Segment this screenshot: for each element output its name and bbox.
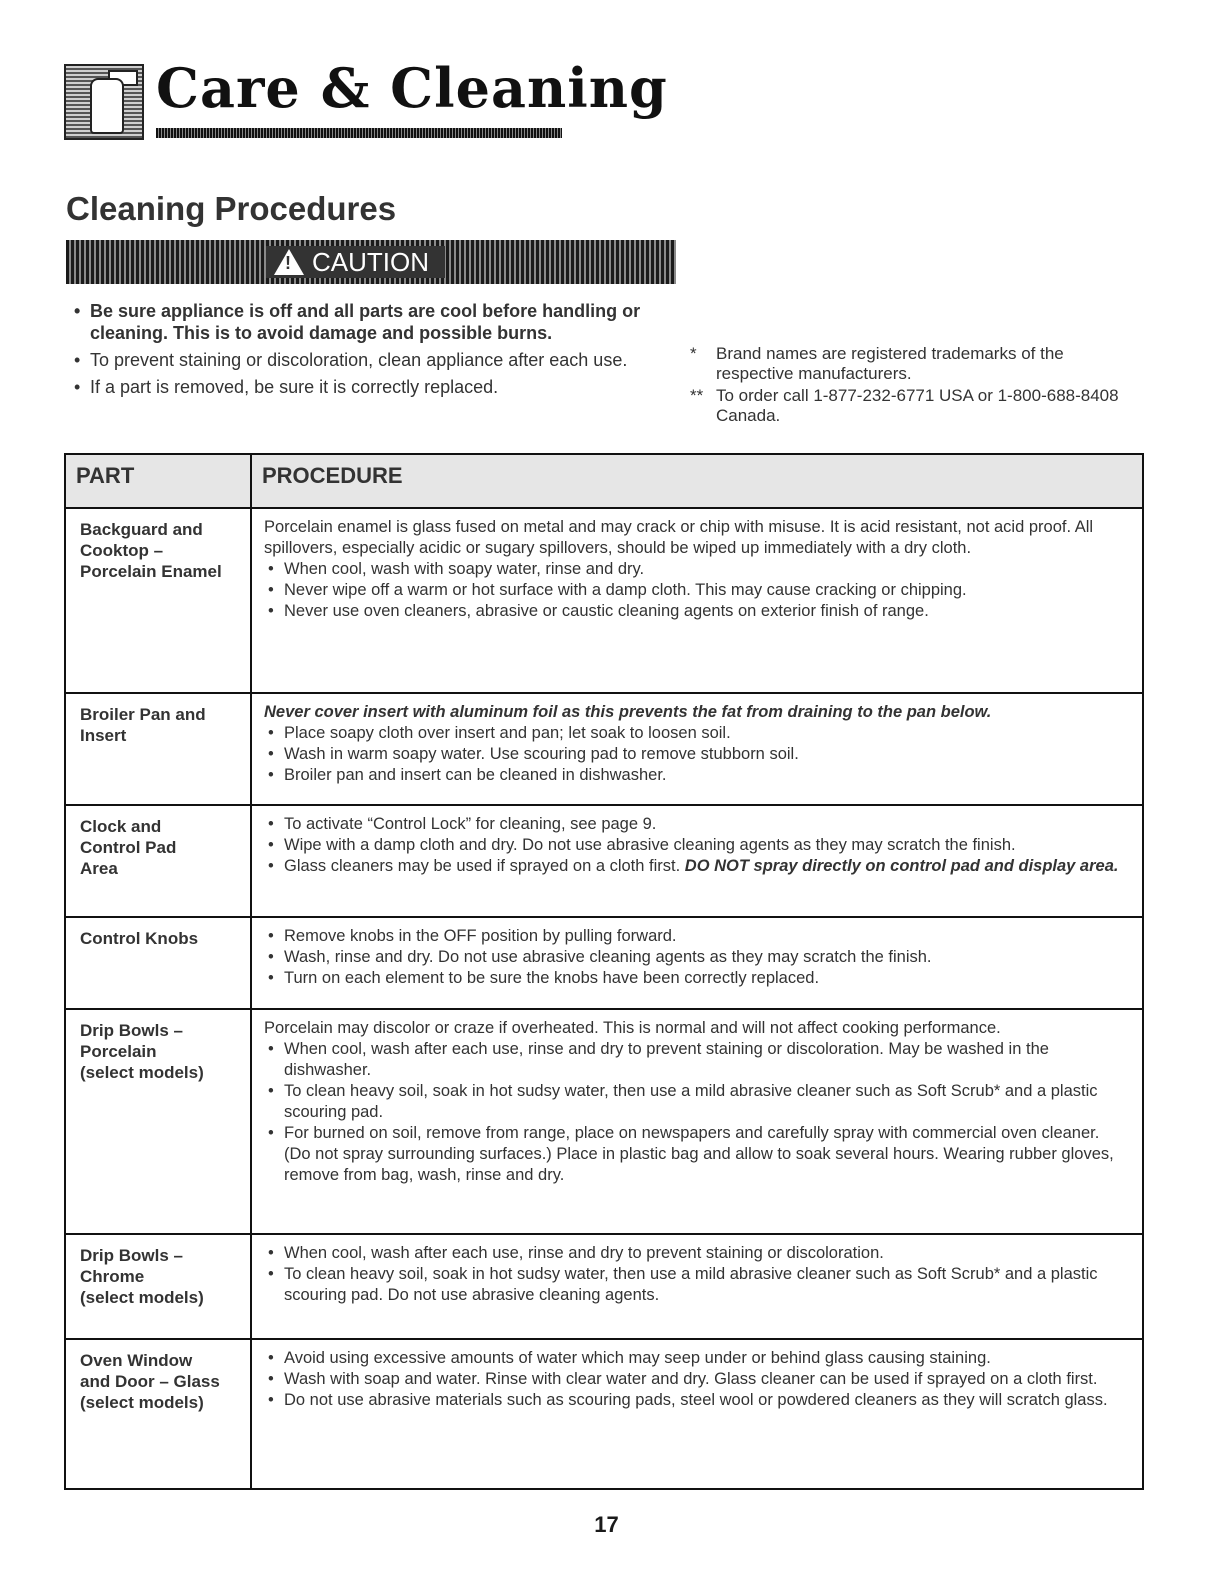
procedure-warning: Never cover insert with aluminum foil as this prevents the fat from draining to the pan below. (264, 703, 992, 721)
page-number: 17 (594, 1512, 619, 1537)
footnote: ** To order call 1-877-232-6771 USA or 1-800-688-8408 Canada. (690, 386, 1119, 425)
section-title: Cleaning Procedures (66, 190, 397, 227)
procedures-table (64, 453, 1144, 1490)
footnote: * Brand names are registered trademarks of the respective manufacturers. (690, 344, 1064, 383)
procedure-step: • Broiler pan and insert can be cleaned in dishwasher. (264, 765, 1130, 786)
table-row (65, 508, 1143, 693)
procedure-step: • When cool, wash after each use, rinse and dry to prevent staining or discoloration. May be washed in the dishwasher. (264, 1039, 1130, 1081)
caution-label: CAUTION (312, 246, 429, 277)
table-header-row (65, 454, 1143, 508)
procedure-step: • Wash in warm soapy water. Use scouring pad to remove stubborn soil. (264, 744, 1130, 765)
warning-triangle-icon: ! (274, 249, 304, 275)
procedure-step: • When cool, wash with soapy water, rinse and dry. (264, 559, 1130, 580)
procedure-step: • Avoid using excessive amounts of water which may seep under or behind glass causing staining. (264, 1348, 1130, 1369)
procedure-warning: DO NOT spray directly on control pad and display area. (684, 857, 1119, 875)
table-row (65, 1339, 1143, 1489)
procedure-step: • Wash, rinse and dry. Do not use abrasive cleaning agents as they may scratch the finish. (264, 947, 1130, 968)
procedure-step: • Glass cleaners may be used if sprayed on a cloth first. DO NOT spray directly on control pad and display area. (264, 856, 1130, 877)
procedure-step: • Wipe with a damp cloth and dry. Do not use abrasive cleaning agents as they may scratch the finish. (264, 835, 1130, 856)
title-underline (156, 128, 562, 138)
part-name: Clock and Control Pad Area (80, 817, 177, 878)
procedure-step: • Remove knobs in the OFF position by pulling forward. (264, 926, 1130, 947)
part-name: Oven Window and Door – Glass (select models) (80, 1351, 220, 1412)
part-name: Backguard and Cooktop – Porcelain Enamel (80, 520, 222, 581)
table-row (65, 1009, 1143, 1234)
column-header: PROCEDURE (251, 454, 1143, 508)
procedure-intro: Porcelain may discolor or craze if overheated. This is normal and will not affect cooking performance. (264, 1019, 1001, 1037)
table-row (65, 693, 1143, 805)
spray-bottle-icon (64, 64, 144, 140)
caution-banner (66, 240, 676, 284)
caution-list (70, 300, 680, 403)
table-row (65, 917, 1143, 1009)
part-name: Drip Bowls – Porcelain (select models) (80, 1021, 204, 1082)
procedure-step: • Never use oven cleaners, abrasive or caustic cleaning agents on exterior finish of range. (264, 601, 1130, 622)
column-header: PART (65, 454, 251, 508)
part-name: Drip Bowls – Chrome (select models) (80, 1246, 204, 1307)
part-name: Control Knobs (80, 929, 199, 948)
procedure-step: • To clean heavy soil, soak in hot sudsy water, then use a mild abrasive cleaner such as Soft Scrub* and a plastic scouring pad. (264, 1081, 1130, 1123)
table-row (65, 805, 1143, 917)
caution-item: • Be sure appliance is off and all parts are cool before handling or cleaning. This is to avoid damage and possible burns. (70, 300, 680, 344)
caution-item: • To prevent staining or discoloration, clean appliance after each use. (70, 349, 680, 371)
chapter-title: Care & Cleaning (156, 56, 668, 120)
procedure-step: • To activate “Control Lock” for cleaning, see page 9. (264, 814, 1130, 835)
procedure-intro: Porcelain enamel is glass fused on metal and may crack or chip with misuse. It is acid resistant, not acid proof. All spillovers, especially acidic or sugary spillovers, should be wiped up immediately with a dry cloth. (264, 518, 1094, 557)
procedure-step: • Never wipe off a warm or hot surface with a damp cloth. This may cause cracking or chipping. (264, 580, 1130, 601)
footnotes (690, 344, 1130, 428)
procedure-step: • Place soapy cloth over insert and pan; let soak to loosen soil. (264, 723, 1130, 744)
procedure-step: • Turn on each element to be sure the knobs have been correctly replaced. (264, 968, 1130, 989)
procedure-step: • Wash with soap and water. Rinse with clear water and dry. Glass cleaner can be used if sprayed on a cloth first. (264, 1369, 1130, 1390)
procedure-step: • Do not use abrasive materials such as scouring pads, steel wool or powdered cleaners as they will scratch glass. (264, 1390, 1130, 1411)
caution-item: • If a part is removed, be sure it is correctly replaced. (70, 376, 680, 398)
procedure-step: • To clean heavy soil, soak in hot sudsy water, then use a mild abrasive cleaner such as Soft Scrub* and a plastic scouring pad. Do not use abrasive cleaning agents. (264, 1264, 1130, 1306)
part-name: Broiler Pan and Insert (80, 705, 206, 745)
procedure-step: • For burned on soil, remove from range, place on newspapers and carefully spray with commercial oven cleaner. (Do not spray surrounding surfaces.) Place in plastic bag and allow to soak several hours. Wearing rubber gloves, remove from bag, wash, rinse and dry. (264, 1123, 1130, 1186)
procedure-step: • When cool, wash after each use, rinse and dry to prevent staining or discoloration. (264, 1243, 1130, 1264)
table-row (65, 1234, 1143, 1339)
